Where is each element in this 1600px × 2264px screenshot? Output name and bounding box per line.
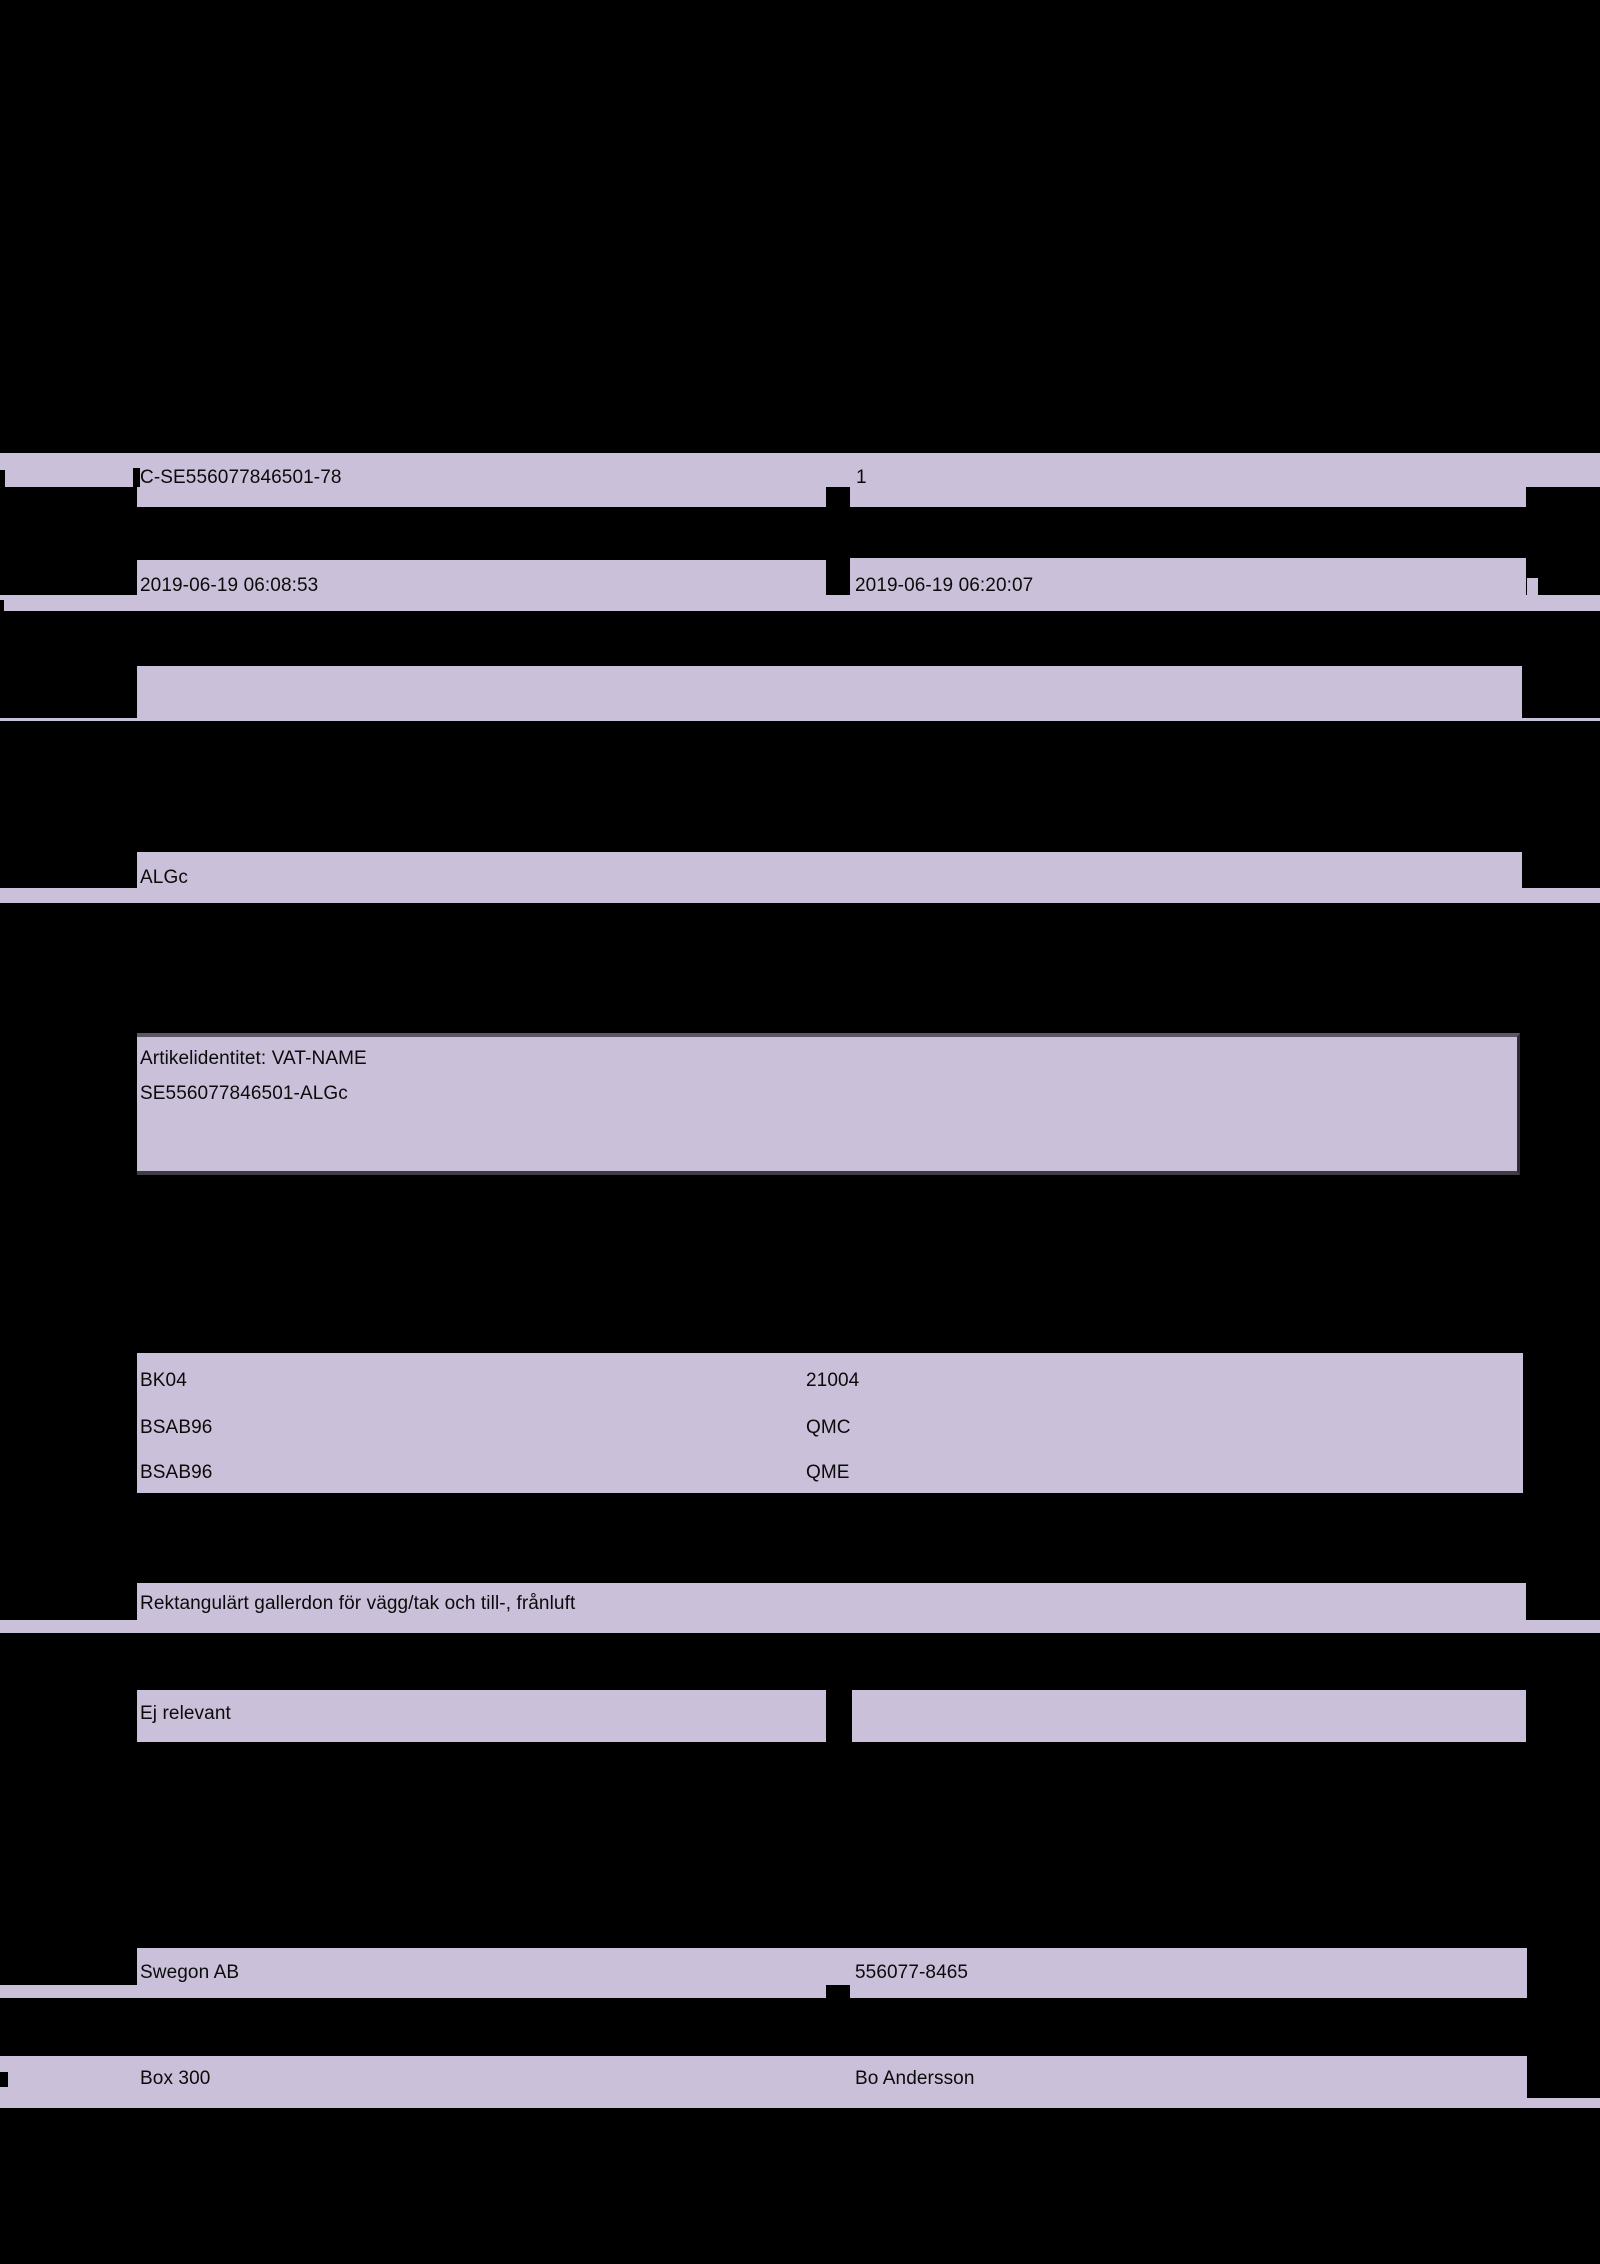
product-description-band (0, 1620, 1600, 1633)
classification-system: BSAB96 (140, 1462, 213, 1483)
company-band-right (850, 1985, 1527, 1998)
ebvd-id-cell (137, 487, 826, 507)
product-name-cell (137, 852, 1522, 888)
article-identity-label: Artikelidentitet: VAT-NAME (140, 1048, 367, 1069)
changed-date-value: 2019-06-19 06:20:07 (855, 575, 1034, 596)
created-date-value: 2019-06-19 06:08:53 (140, 575, 319, 596)
ebvd-id-value: C-SE556077846501-78 (140, 467, 342, 488)
contact-row-cells (0, 2056, 1527, 2098)
contact-row-band (0, 2098, 1600, 2108)
contact-person-value: Bo Andersson (855, 2068, 975, 2089)
product-name-band (0, 888, 1600, 903)
ebvd-id-row-border-tick (133, 468, 140, 487)
relevance-empty-cell (852, 1690, 1526, 1742)
product-name-value: ALGc (140, 867, 188, 888)
classification-code: QME (806, 1462, 850, 1483)
company-row-cells (137, 1948, 1527, 1985)
classification-code: QMC (806, 1417, 851, 1438)
dates-row-left-tick (0, 600, 4, 614)
relevance-value: Ej relevant (140, 1703, 231, 1724)
empty-field-underline (0, 718, 1600, 721)
relevance-cell (137, 1690, 826, 1742)
page-number-value: 1 (856, 467, 867, 488)
company-name-value: Swegon AB (140, 1962, 240, 1983)
dates-row-band (0, 595, 1600, 611)
dates-row-right-fragment (1527, 578, 1538, 595)
address-value: Box 300 (140, 2068, 211, 2089)
classification-system: BK04 (140, 1370, 187, 1391)
company-band-left (0, 1985, 826, 1998)
ebvd-id-row-left-tick (0, 470, 5, 487)
contact-row-left-tick (0, 2072, 8, 2087)
article-identity-value: SE556077846501-ALGc (140, 1083, 348, 1104)
page-number-cell (850, 487, 1526, 507)
classification-code: 21004 (806, 1370, 860, 1391)
org-number-value: 556077-8465 (855, 1962, 969, 1983)
empty-field-bar (137, 666, 1522, 718)
classification-system: BSAB96 (140, 1417, 213, 1438)
product-description-value: Rektangulärt gallerdon för vägg/tak och till-, frånluft (140, 1593, 576, 1614)
